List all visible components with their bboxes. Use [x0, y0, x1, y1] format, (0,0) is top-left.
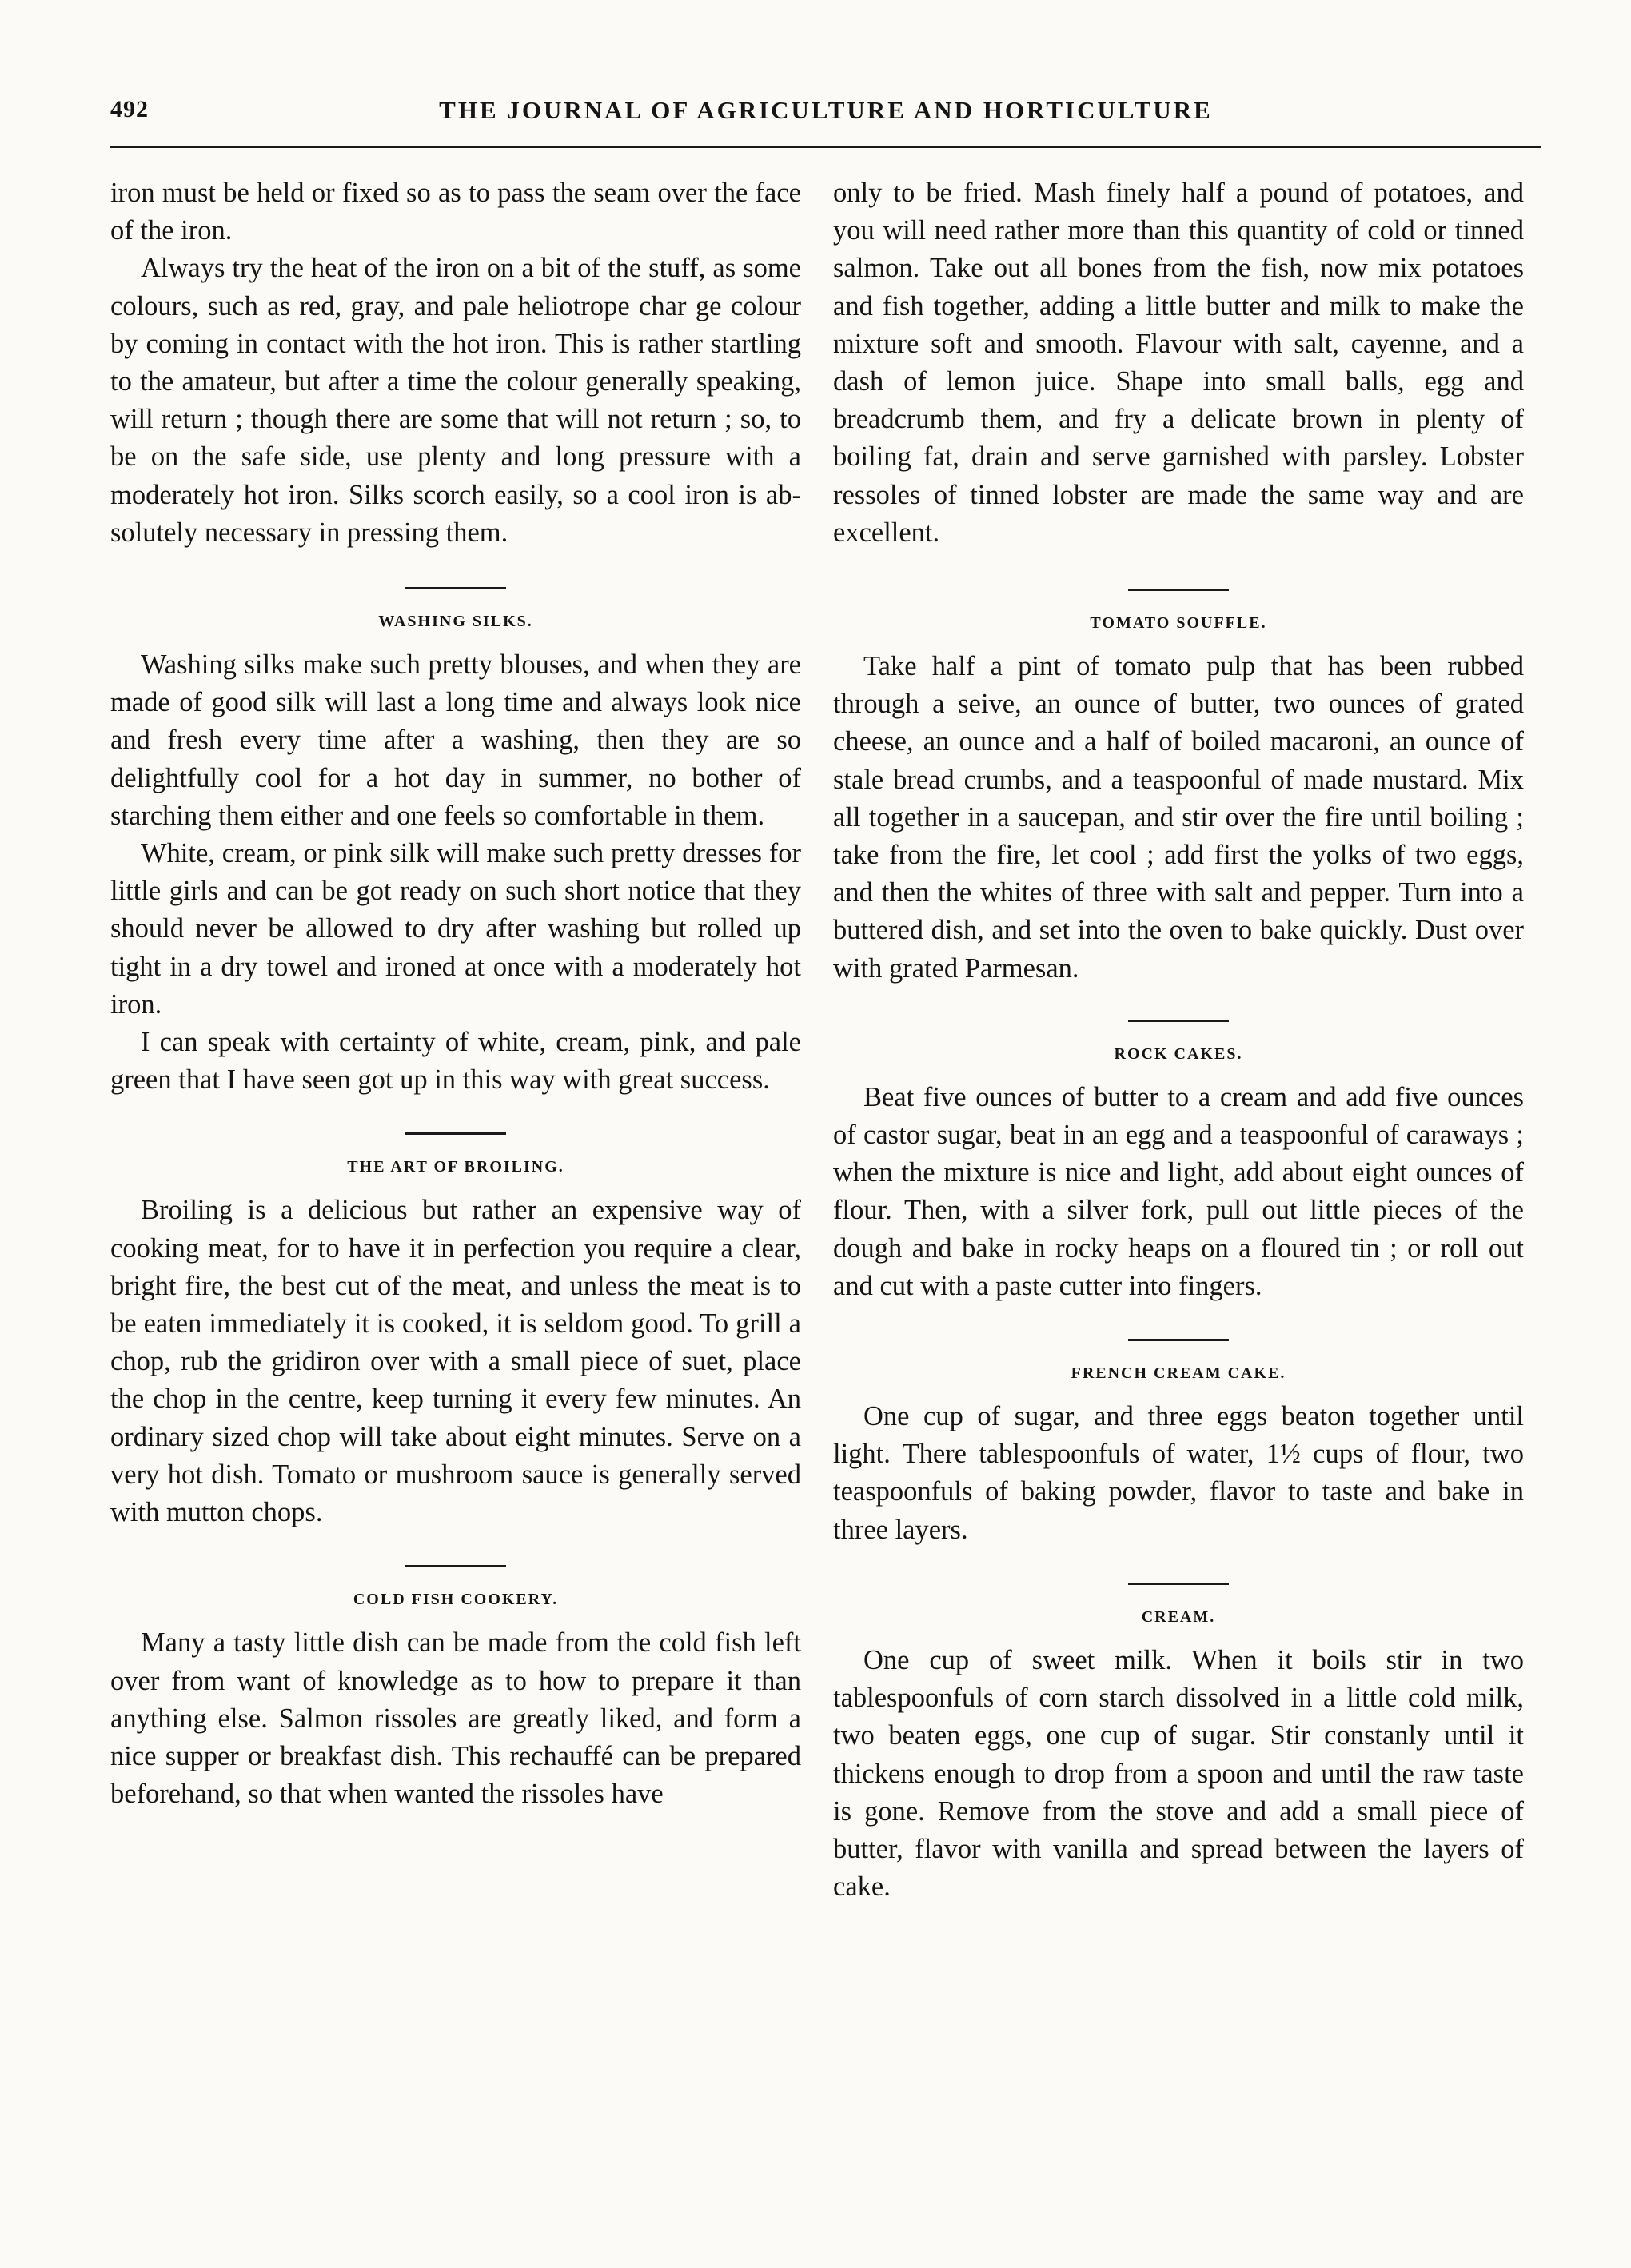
- paragraph: Always try the heat of the iron on a bit of the stuff, as some colours, such as red, gray, and pale heliotrope char ge colour by coming in contact with the hot iron. This is rather startling to the amateur, but after a time the colour generally speaking, will return ; though there are some that will not return ; so, to be on the safe side, use plenty and long pressure with a moderately hot iron. Silks scorch easily, so a cool iron is absolutely necessary in pressing them.: [110, 253, 801, 548]
- heading-washing-silks: WASHING SILKS.: [378, 613, 533, 631]
- section-divider: [405, 587, 506, 589]
- section-divider: [1128, 1020, 1229, 1022]
- section-divider: [1128, 1583, 1229, 1585]
- paragraph: White, cream, or pink silk will make such pretty dresses for little girls and can be got ready on such short notice that they should never be allowed to dry after washing but rolled up tight in a dry towel and ironed at once with a moderately hot iron.: [110, 838, 801, 1020]
- continued-paragraph: iron must be held or fixed so as to pass the seam over the face of the iron.: [110, 178, 801, 246]
- section-divider: [405, 1132, 506, 1135]
- paragraph: Broiling is a delicious but rather an expensive way of cooking meat, for to have it in perfection you require a clear, bright fire, the best cut of the meat, and unless the meat is to be eaten immediately it is cooked, it is seldom good. To grill a chop, rub the gridiron over with a small piece of suet, place the chop in the centre, keep turning it every few minutes. An ordinary sized chop will take about eight minutes. Serve on a very hot dish. Tomato or mushroom sauce is generally served with mutton chops.: [110, 1195, 801, 1528]
- page-header: [110, 96, 1541, 144]
- heading-art-of-broiling: THE ART OF BROILING.: [347, 1158, 564, 1176]
- running-title: THE JOURNAL OF AGRICULTURE AND HORTICULTURE: [439, 96, 1213, 124]
- right-column: [833, 174, 1524, 1906]
- header-rule: [110, 146, 1541, 148]
- heading-cold-fish-cookery: COLD FISH COOKERY.: [353, 1591, 559, 1609]
- paragraph: Many a tasty little dish can be made from the cold fish left over from want of knowledge as to how to prepare it than anything else. Salmon rissoles are greatly liked, and form a nice supper or breakfast dish. This rechauffé can be prepared beforehand, so that when wanted the rissoles have: [110, 1627, 801, 1810]
- paragraph: Take half a pint of tomato pulp that has been rubbed through a seive, an ounce of butter, two ounces of grated cheese, an ounce and a half of boiled macaroni, an ounce of stale bread crumbs, and a teaspoonful of made mustard. Mix all together in a saucepan, and stir over the fire until boiling ; take from the fire, let cool ; add first the yolks of two eggs, and then the whites of three with salt and pepper. Turn into a buttered dish, and set into the oven to bake quickly. Dust over with grated Parmesan.: [833, 651, 1524, 984]
- paragraph: Beat five ounces of butter to a cream and add five ounces of castor sugar, beat in an egg and a teaspoonful of caraways ; when the mixture is nice and light, add about eight ounces of flour. Then, with a silver fork, pull out little pieces of the dough and bake in rocky heaps on a floured tin ; or roll out and cut with a paste cutter into fingers.: [833, 1081, 1524, 1301]
- heading-cream: CREAM.: [1141, 1607, 1216, 1626]
- paragraph: One cup of sugar, and three eggs beaton together until light. There tablespoonfuls of water, 1½ cups of flour, two teaspoonfuls of baking powder, flavor to taste and bake in three layers.: [833, 1401, 1524, 1545]
- paragraph: One cup of sweet milk. When it boils stir in two tablespoonfuls of corn starch dissolved in a little cold milk, two beaten eggs, one cup of sugar. Stir constanly until it thickens enough to drop from a spoon and until the raw taste is gone. Remove from the stove and add a small piece of butter, flavor with vanilla and spread between the layers of cake.: [833, 1644, 1524, 1903]
- left-column: [110, 174, 801, 1813]
- section-divider: [1128, 589, 1229, 591]
- heading-french-cream-cake: FRENCH CREAM CAKE.: [1071, 1364, 1286, 1383]
- heading-tomato-souffle: TOMATO SOUFFLE.: [1090, 614, 1267, 633]
- page-number: 492: [110, 96, 149, 122]
- paragraph: Washing silks make such pretty blouses, and when they are made of good silk will last a long time and always look nice and fresh every time after a washing, then they are so delightfully cool for a hot day in summer, no bother of starching them either and one feels so comfortable in them.: [110, 649, 801, 831]
- section-divider: [405, 1565, 506, 1567]
- continued-paragraph: only to be fried. Mash finely half a pound of potatoes, and you will need rather more than this quantity of cold or tinned salmon. Take out all bones from the fish, now mix potatoes and fish together, adding a little butter and milk to make the mixture soft and smooth. Flavour with salt, cayenne, and a dash of lemon juice. Shape into small balls, egg and breadcrumb them, and fry a delicate brown in plenty of boiling fat, drain and serve garnished with parsley. Lobster ressoles of tinned lobster are made the same way and are excellent.: [833, 178, 1524, 548]
- section-divider: [1128, 1339, 1229, 1341]
- heading-rock-cakes: ROCK CAKES.: [1114, 1044, 1243, 1063]
- paragraph: I can speak with certainty of white, cream, pink, and pale green that I have seen got up in this way with great success.: [110, 1027, 801, 1096]
